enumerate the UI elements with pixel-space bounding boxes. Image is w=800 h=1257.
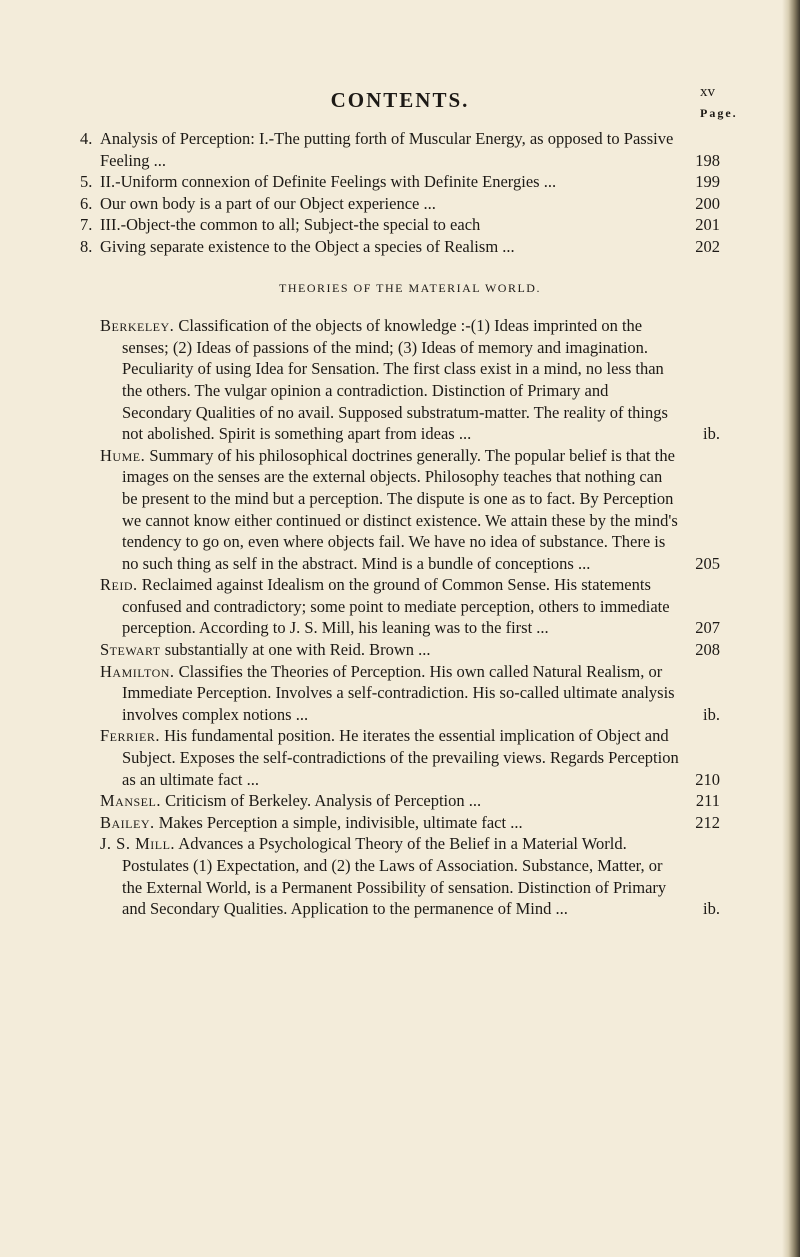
section-heading: THEORIES OF THE MATERIAL WORLD. — [279, 280, 541, 295]
toc-item-number: 8. — [80, 236, 93, 256]
toc-item-number: 6. — [80, 193, 93, 213]
toc-item-page: 201 — [695, 215, 720, 235]
toc-item-text: Analysis of Perception: I.-The putting forth of Muscular Energy, as opposed to Passive Feeling ... — [100, 129, 674, 170]
entry-page: ib. — [703, 424, 720, 444]
toc-item-page: 199 — [695, 172, 720, 192]
page-gutter-shadow — [782, 0, 800, 1257]
philosopher-entry-ferrier — [100, 725, 720, 790]
toc-item-text: Our own body is a part of our Object experience ... — [100, 193, 436, 213]
philosopher-entry-berkeley — [100, 315, 720, 445]
philosopher-name: Bailey. — [100, 812, 155, 832]
entry-summary: Makes Perception a simple, indivisible, ultimate fact ... — [158, 812, 523, 832]
philosopher-entry-mill — [100, 833, 720, 919]
philosopher-entry-hume — [100, 445, 720, 575]
entry-page: 210 — [695, 769, 720, 789]
philosopher-entry-stewart — [100, 639, 720, 661]
toc-item-text: III.-Object-the common to all; Subject-the special to each — [100, 215, 481, 235]
entry-summary: Criticism of Berkeley. Analysis of Perception ... — [165, 791, 482, 811]
philosopher-name: Hamilton. — [100, 661, 175, 681]
entry-summary: Classifies the Theories of Perception. His own called Natural Realism, or Immediate Perception. Involves a self-contradiction. His so-called ultimate analysis involves complex notions ... — [122, 661, 675, 724]
entry-summary: His fundamental position. He iterates the essential implication of Object and Subject. Exposes the self-contradictions of the prevailing views. Regards Perception as an ultimate fact ... — [122, 726, 679, 789]
philosopher-name: Ferrier. — [100, 726, 160, 746]
toc-item — [80, 214, 720, 236]
toc-item — [80, 236, 720, 258]
toc-item — [80, 128, 720, 171]
entry-page: ib. — [703, 704, 720, 724]
philosopher-entry-reid — [100, 574, 720, 639]
toc-item-number: 5. — [80, 172, 93, 192]
contents-list — [80, 128, 720, 920]
entry-summary: Advances a Psychological Theory of the Belief in a Material World. Postulates (1) Expectation, and (2) the Laws of Association. Substance, Matter, or the External World, is a Permanent Possibility of sensation. Distinction of Primary and Secondary Qualities. Application to the permanence of Mind ... — [122, 834, 667, 919]
philosopher-name: Berkeley. — [100, 316, 175, 336]
philosopher-entry-bailey — [100, 812, 720, 834]
entry-summary: Reclaimed against Idealism on the ground of Common Sense. His statements confused and contradictory; some point to mediate perception, others to immediate perception. According to J. S. Mill, his leaning was to the first ... — [122, 575, 670, 638]
toc-item-number: 4. — [80, 129, 93, 148]
philosopher-name: Mansel. — [100, 791, 161, 811]
entry-summary: Summary of his philosophical doctrines generally. The popular belief is that the images on the senses are the external objects. Philosophy teaches that nothing can be present to the mind but a perception. The dispute is one as to fact. By Perception we cannot know either continued or distinct existence. We attain these by the mind's tendency to go on, even where objects fail. We have no idea of substance. There is no such thing as self in the abstract. Mind is a bundle of conceptions ... — [122, 445, 678, 573]
toc-item-text: Giving separate existence to the Object a species of Realism ... — [100, 236, 515, 256]
entry-page: 211 — [695, 791, 720, 811]
page-column-label: Page. — [700, 106, 738, 120]
toc-item-text: II.-Uniform connexion of Definite Feelings with Definite Energies ... — [100, 172, 557, 192]
philosopher-entry-mansel — [100, 790, 720, 812]
toc-item — [80, 193, 720, 215]
entry-page: ib. — [703, 899, 720, 919]
entry-page: 207 — [695, 618, 720, 638]
toc-item-page: 200 — [695, 193, 720, 213]
philosopher-name: J. S. Mill. — [100, 834, 176, 854]
toc-item-number: 7. — [80, 215, 93, 235]
philosopher-name: Reid. — [100, 575, 138, 595]
folio-number: xv — [700, 84, 715, 100]
entry-page: 212 — [695, 812, 720, 832]
entry-summary: substantially at one with Reid. Brown ... — [164, 640, 431, 660]
toc-item-page: 198 — [695, 150, 720, 170]
entry-page: 205 — [695, 553, 720, 573]
toc-item-page: 202 — [695, 236, 720, 256]
toc-item — [80, 171, 720, 193]
entry-summary: Classification of the objects of knowledge :-(1) Ideas imprinted on the senses; (2) Ideas of passions of the mind; (3) Ideas of memory and imagination. Peculiarity of using Idea for Sensation. The first class exist in a mind, no less than the others. The vulgar opinion a contradiction. Distinction of Primary and Secondary Qualities of no avail. Supposed substratum-matter. The reality of things not abolished. Spirit is something apart from ideas ... — [122, 316, 668, 444]
philosopher-name: Hume. — [100, 445, 146, 465]
page-title: CONTENTS. — [330, 88, 470, 112]
entry-page: 208 — [695, 640, 720, 660]
philosopher-name: Stewart — [100, 640, 161, 660]
philosopher-entry-hamilton — [100, 661, 720, 726]
